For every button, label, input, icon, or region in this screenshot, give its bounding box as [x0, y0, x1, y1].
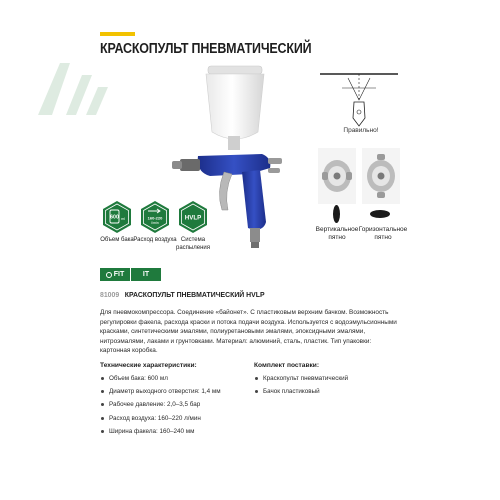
badge-airflow-value: 160-220 — [147, 215, 163, 221]
brand-logo-text: FIT — [113, 271, 125, 278]
list-item: Расход воздуха: 160–220 л/мин — [100, 412, 250, 425]
brand-category: IT — [131, 268, 161, 281]
spray-angle-diagram — [318, 68, 400, 132]
watermark-logo — [32, 55, 114, 125]
hvlp-icon — [176, 200, 210, 234]
vertical-spot-icon — [333, 205, 340, 223]
product-name: КРАСКОПУЛЬТ ПНЕВМАТИЧЕСКИЙ HVLP — [124, 290, 265, 299]
badge-tank-value: 600 — [110, 214, 119, 221]
nozzle-vertical-image — [318, 148, 356, 204]
title-accent-bar — [100, 32, 135, 36]
badge-hvlp-value: HVLP — [184, 214, 202, 222]
product-description: Для пневмокомпрессора. Соединение «байонет». С пластиковым верхним бачком. Возможность регулировки факела, расхода краски и потока подачи воздуха. Используется с водоэмульсионными красками, синтетическими эмалями, полиуретановыми эмалями, эпоксидными эмалями, нитроэмалями, лаками и грунтовками. Материал: алюминий, сталь, пластик. Тип упаковки: картонная коробка. — [100, 309, 397, 355]
specs-section — [100, 362, 250, 438]
page-title: КРАСКОПУЛЬТ ПНЕВМАТИЧЕСКИЙ — [100, 41, 312, 57]
list-item: Рабочее давление: 2,0–3,5 бар — [100, 398, 250, 411]
specs-title: Технические характеристики: — [100, 362, 197, 369]
brand-logo — [100, 268, 130, 281]
list-item: Ширина факела: 160–240 мм — [100, 425, 250, 438]
product-heading — [100, 290, 265, 299]
product-code: 81009 — [100, 290, 120, 299]
package-title: Комплект поставки: — [254, 362, 320, 369]
vertical-spot-label: Вертикальное пятно — [315, 226, 359, 241]
brand-mark-icon — [106, 272, 112, 278]
badge-hvlp-caption: Система распыления — [176, 237, 210, 251]
brand-bar — [100, 268, 161, 281]
badge-tank-unit: ml — [121, 217, 125, 221]
horizontal-spot-icon — [370, 210, 390, 218]
list-item: Диаметр выходного отверстия: 1,4 мм — [100, 385, 250, 398]
list-item: Бачок пластиковый — [254, 385, 404, 398]
tank-icon — [100, 200, 134, 234]
list-item: Краскопульт пневматический — [254, 372, 404, 385]
badge-tank-caption: Объем бака — [100, 237, 134, 243]
spray-gun-image — [147, 62, 300, 262]
badge-airflow-unit: l/min — [151, 221, 159, 225]
horizontal-spot-label: Горизонтальное пятно — [358, 226, 408, 241]
package-section — [254, 362, 404, 398]
list-item: Объем бака: 600 мл — [100, 372, 250, 385]
airflow-icon — [138, 200, 172, 234]
correct-label: Правильно! — [343, 127, 379, 134]
nozzle-horizontal-image — [362, 148, 400, 204]
badge-airflow-caption: Расход воздуха — [133, 237, 177, 243]
